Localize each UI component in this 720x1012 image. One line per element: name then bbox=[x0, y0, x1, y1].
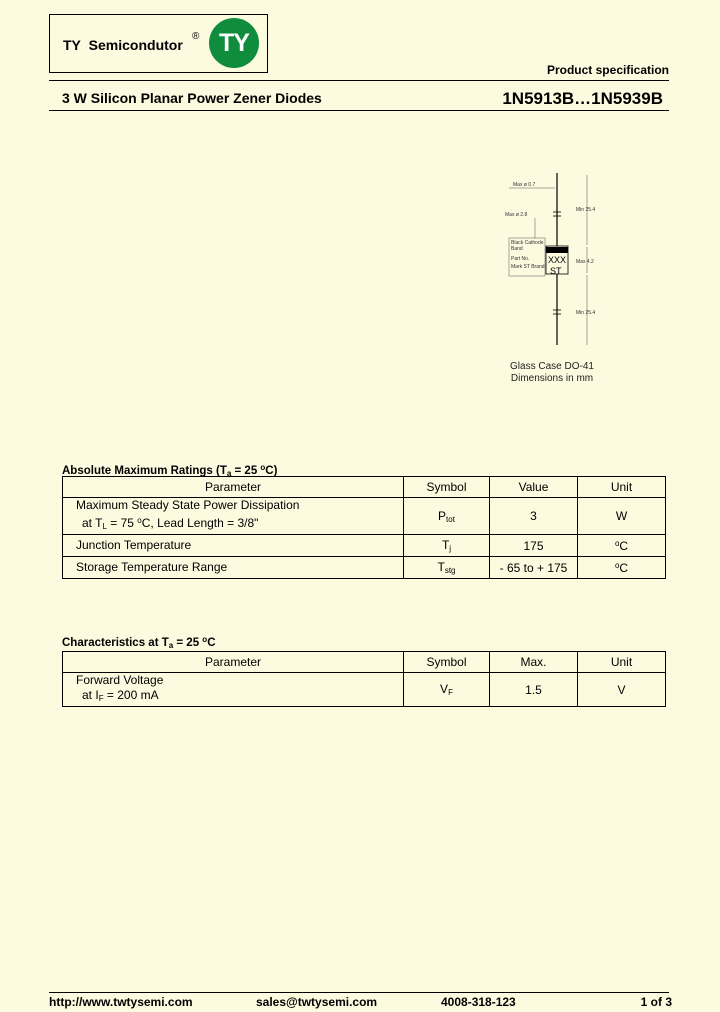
value-cell: 1.5 bbox=[490, 673, 578, 707]
ty-logo-icon: TY bbox=[209, 18, 259, 68]
legend-mark-brand: Mark ST Brand bbox=[511, 264, 545, 270]
characteristics-table bbox=[62, 651, 666, 707]
symbol-cell: $V_F$ bbox=[404, 673, 490, 707]
dim-bottom-lead-length: Min 25.4 bbox=[576, 310, 596, 316]
company-name: TY Semicondutor bbox=[63, 37, 183, 53]
parameter-cell: Forward Voltage at $I_F = 200$ mA bbox=[63, 673, 404, 707]
unit-cell: W bbox=[578, 498, 666, 535]
column-header: Value bbox=[490, 477, 578, 498]
title-divider bbox=[49, 110, 669, 111]
dim-lead-diameter: Max ø 0.7 bbox=[513, 182, 536, 188]
registered-mark: ® bbox=[192, 31, 200, 42]
package-caption-units: Dimensions in mm bbox=[510, 373, 594, 384]
legend-cathode-band: Black Cathode Band bbox=[511, 240, 544, 252]
symbol-cell: $P_{tot}$ bbox=[404, 498, 490, 535]
dim-body-length: Max 4.2 bbox=[576, 259, 594, 265]
column-header: Unit bbox=[578, 652, 666, 673]
cathode-band bbox=[546, 247, 568, 253]
footer-website-link[interactable]: http://www.twtysemi.com bbox=[49, 995, 193, 1009]
part-number-range: 1N5913B…1N5939B bbox=[502, 89, 663, 108]
marking-code: XXX bbox=[548, 255, 567, 265]
parameter-cell: Maximum Steady State Power Dissipation at $T_L = 75$ $^o$C, Lead Length = 3/8" bbox=[63, 498, 404, 535]
table-row bbox=[63, 535, 666, 557]
unit-cell: V bbox=[578, 673, 666, 707]
table-header-row bbox=[63, 652, 666, 673]
column-header: Max. bbox=[490, 652, 578, 673]
column-header: Unit bbox=[578, 477, 666, 498]
header-divider bbox=[49, 80, 669, 81]
characteristics-heading: Characteristics at $T_a = 25$ $^o$C bbox=[62, 635, 216, 650]
column-header: Symbol bbox=[404, 652, 490, 673]
footer-phone: 4008-318-123 bbox=[441, 995, 516, 1009]
column-header: Parameter bbox=[63, 652, 404, 673]
dim-top-lead-length: Min 25.4 bbox=[576, 207, 596, 213]
footer-email-link[interactable]: sales@twtysemi.com bbox=[256, 995, 378, 1009]
footer-divider bbox=[49, 992, 669, 993]
marking-brand: ST bbox=[550, 266, 562, 276]
unit-cell: $^o$C bbox=[578, 557, 666, 579]
column-header: Parameter bbox=[63, 477, 404, 498]
table-row bbox=[63, 498, 666, 535]
symbol-cell: $T_{stg}$ bbox=[404, 557, 490, 579]
value-cell: 3 bbox=[490, 498, 578, 535]
package-caption-case: Glass Case DO-41 bbox=[510, 361, 594, 372]
parameter-cell: Storage Temperature Range bbox=[63, 557, 404, 579]
table-row bbox=[63, 673, 666, 707]
dim-body-diameter: Max ø 2.8 bbox=[505, 212, 528, 218]
document-type: Product specification bbox=[546, 63, 669, 77]
value-cell: 175 bbox=[490, 535, 578, 557]
product-description: 3 W Silicon Planar Power Zener Diodes bbox=[62, 90, 322, 106]
value-cell: - 65 to + 175 bbox=[490, 557, 578, 579]
symbol-cell: $T_j$ bbox=[404, 535, 490, 557]
unit-cell: $^o$C bbox=[578, 535, 666, 557]
abs-max-table bbox=[62, 476, 666, 579]
table-row bbox=[63, 557, 666, 579]
parameter-cell: Junction Temperature bbox=[63, 535, 404, 557]
column-header: Symbol bbox=[404, 477, 490, 498]
abs-max-heading: Absolute Maximum Ratings ($T_a = 25$ $^o$C) bbox=[62, 463, 278, 478]
table-header-row bbox=[63, 477, 666, 498]
legend-part-no: Part No. bbox=[511, 256, 530, 262]
page-number: 1 of 3 bbox=[640, 995, 672, 1009]
